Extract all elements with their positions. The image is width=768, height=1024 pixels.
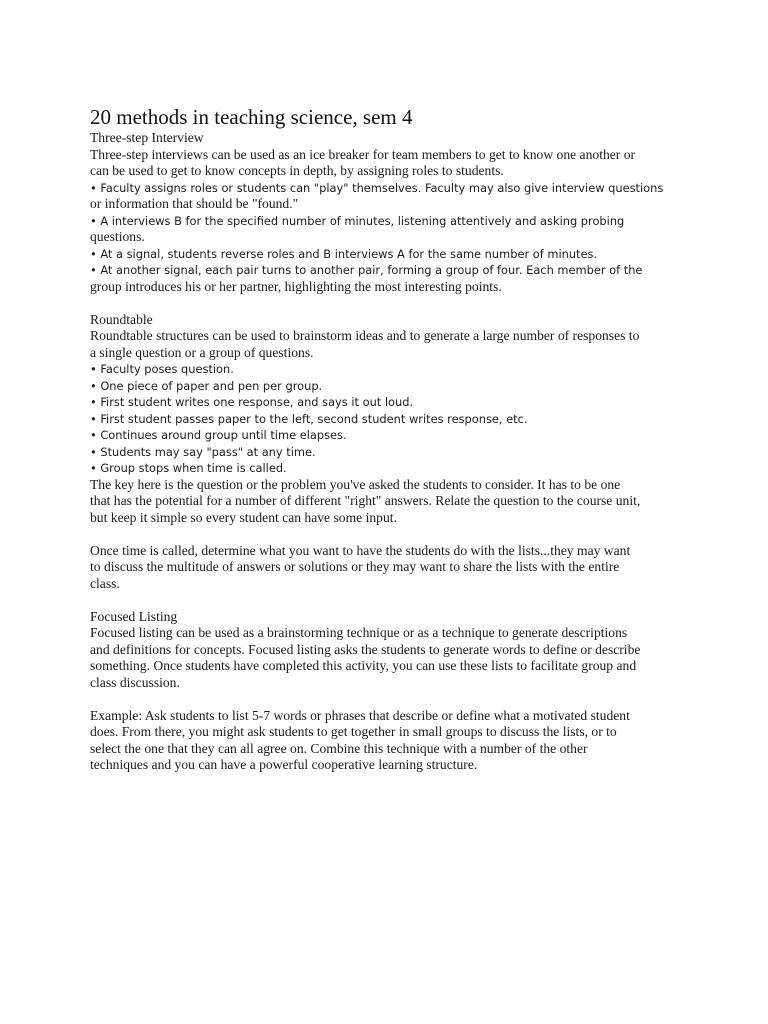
bullet-item: • Students may say "pass" at any time. [90,444,316,459]
paragraph-line: but keep it simple so every student can have some input. [90,509,397,525]
bullet-item: • One piece of paper and pen per group. [90,378,323,393]
bullet-continuation: group introduces his or her partner, highlighting the most interesting points. [90,278,502,294]
paragraph-line: Three-step interviews can be used as an ice breaker for team members to get to know one another or [90,146,636,162]
bullet-item: • A interviews B for the specified number of minutes, listening attentively and asking probing [90,213,625,228]
bullet-item: • Faculty poses question. [90,362,234,376]
section-roundtable [90,312,690,593]
bullet-item: • First student passes paper to the left, second student writes response, etc. [90,411,528,426]
bullet-continuation: or information that should be "found." [90,196,299,211]
paragraph-line: The key here is the question or the problem you've asked the students to consider. It has to be one [90,476,621,492]
section-focused-listing [90,609,690,774]
paragraph-line: does. From there, you might ask students to get together in small groups to discuss the lists, or to [90,724,617,739]
bullet-item: • At a signal, students reverse roles and B interviews A for the same number of minutes. [90,246,598,261]
paragraph-line: to discuss the multitude of answers or solutions or they may want to share the lists with the entire [90,559,620,574]
paragraph-line: Once time is called, determine what you want to have the students do with the lists...they may want [90,542,631,558]
section-heading: Roundtable [90,311,153,327]
section-heading: Focused Listing [90,608,178,624]
paragraph-line: Example: Ask students to list 5-7 words or phrases that describe or define what a motivated student [90,707,630,723]
paragraph-line: select the one that they can all agree on. Combine this technique with a number of the other [90,740,588,756]
paragraph-line: Roundtable structures can be used to brainstorm ideas and to generate a large number of responses to [90,328,640,343]
bullet-item: • Group stops when time is called. [90,461,287,475]
paragraph-line: techniques and you can have a powerful cooperative learning structure. [90,757,478,772]
paragraph-line: that has the potential for a number of different "right" answers. Relate the question to the course unit, [90,493,641,508]
paragraph-line: something. Once students have completed this activity, you can use these lists to facilitate group and [90,658,637,673]
paragraph-line: Focused listing can be used as a brainstorming technique or as a technique to generate descriptions [90,625,628,640]
bullet-item: • At another signal, each pair turns to another pair, forming a group of four. Each member of the [90,263,643,277]
paragraph-line: class discussion. [90,674,180,690]
section-three-step-interview [90,130,690,295]
paragraph-line: can be used to get to know concepts in depth, by assigning roles to students. [90,163,504,178]
section-heading: Three-step Interview [90,130,204,145]
paragraph-line: and definitions for concepts. Focused listing asks the students to generate words to define or describe [90,641,641,657]
document-page [90,104,690,774]
bullet-item: • Faculty assigns roles or students can "play" themselves. Faculty may also give interview questions [90,180,664,195]
paragraph-line: a single question or a group of questions. [90,344,314,360]
document-title: 20 methods in teaching science, sem 4 [90,105,413,129]
bullet-item: • Continues around group until time elapses. [90,428,347,442]
paragraph-line: class. [90,575,120,591]
bullet-continuation: questions. [90,229,145,244]
bullet-item: • First student writes one response, and says it out loud. [90,395,414,409]
